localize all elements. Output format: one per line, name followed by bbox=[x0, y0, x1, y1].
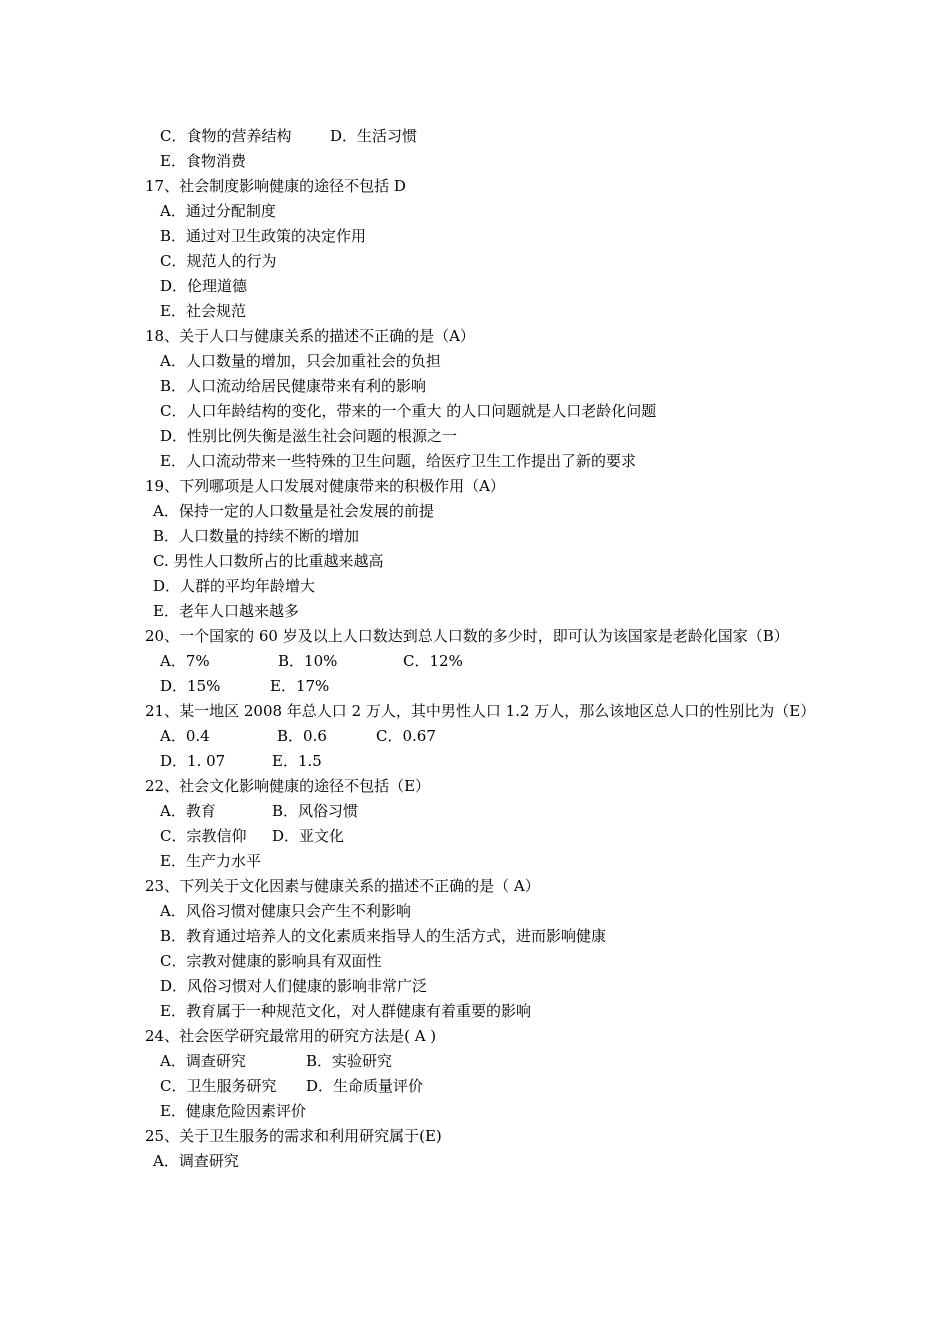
option-row bbox=[145, 999, 815, 1024]
option-text: B．人口流动给居民健康带来有利的影响 bbox=[160, 377, 427, 395]
option-row bbox=[145, 924, 815, 949]
question-block bbox=[145, 874, 815, 1024]
option-text: B．0.6 bbox=[277, 727, 327, 745]
option-text: B．通过对卫生政策的决定作用 bbox=[160, 227, 367, 245]
question-list bbox=[145, 124, 815, 1174]
option-row bbox=[145, 949, 815, 974]
option-row bbox=[145, 824, 815, 849]
option-text: A．保持一定的人口数量是社会发展的前提 bbox=[153, 502, 434, 520]
option-text: C．12% bbox=[403, 652, 463, 670]
option-row bbox=[145, 374, 815, 399]
option-text: A．0.4 bbox=[160, 727, 210, 745]
option-text: A．教育 bbox=[160, 802, 216, 820]
option-text: B．教育通过培养人的文化素质来指导人的生活方式，进而影响健康 bbox=[160, 927, 607, 945]
question-block bbox=[145, 699, 815, 774]
option-row bbox=[145, 499, 815, 524]
question-block bbox=[145, 474, 815, 624]
option-text: D．伦理道德 bbox=[160, 277, 248, 295]
question-block bbox=[145, 624, 815, 699]
question-stem: 25、关于卫生服务的需求和利用研究属于(E) bbox=[145, 1127, 442, 1145]
option-row bbox=[145, 349, 815, 374]
option-text: A．风俗习惯对健康只会产生不利影响 bbox=[160, 902, 411, 920]
option-text: E．社会规范 bbox=[160, 302, 246, 320]
option-text: B．10% bbox=[278, 652, 338, 670]
option-text: E．生产力水平 bbox=[160, 852, 261, 870]
question-stem: 17、社会制度影响健康的途径不包括 D bbox=[145, 177, 406, 195]
option-text: C．规范人的行为 bbox=[160, 252, 277, 270]
option-row bbox=[145, 149, 815, 174]
option-row bbox=[145, 649, 815, 674]
option-row bbox=[145, 1074, 815, 1099]
option-row bbox=[145, 674, 815, 699]
question-stem: 19、下列哪项是人口发展对健康带来的积极作用（A） bbox=[145, 477, 505, 495]
option-row bbox=[145, 849, 815, 874]
question-stem: 18、关于人口与健康关系的描述不正确的是（A） bbox=[145, 327, 475, 345]
option-text: A．通过分配制度 bbox=[160, 202, 276, 220]
option-text: A．7% bbox=[160, 652, 210, 670]
question-block bbox=[145, 1024, 815, 1124]
option-row bbox=[145, 274, 815, 299]
option-row bbox=[145, 1049, 815, 1074]
option-row bbox=[145, 524, 815, 549]
options-block bbox=[145, 124, 815, 174]
option-row bbox=[145, 1149, 815, 1174]
option-text: D．15% bbox=[160, 677, 221, 695]
option-text: A．调查研究 bbox=[153, 1152, 239, 1170]
option-row bbox=[145, 799, 815, 824]
question-stem: 23、下列关于文化因素与健康关系的描述不正确的是（ A） bbox=[145, 877, 540, 895]
option-text: E．1.5 bbox=[272, 752, 322, 770]
option-text: C．宗教对健康的影响具有双面性 bbox=[160, 952, 382, 970]
option-text: C．0.67 bbox=[376, 727, 436, 745]
option-text: E．17% bbox=[270, 677, 330, 695]
option-row bbox=[145, 549, 815, 574]
option-row bbox=[145, 124, 815, 149]
option-text: B．实验研究 bbox=[306, 1052, 393, 1070]
option-text: B．风俗习惯 bbox=[272, 802, 359, 820]
option-text: E．教育属于一种规范文化，对人群健康有着重要的影响 bbox=[160, 1002, 531, 1020]
option-text: A．人口数量的增加，只会加重社会的负担 bbox=[160, 352, 441, 370]
option-text: D．风俗习惯对人们健康的影响非常广泛 bbox=[160, 977, 428, 995]
option-text: E．健康危险因素评价 bbox=[160, 1102, 306, 1120]
option-row bbox=[145, 599, 815, 624]
option-row bbox=[145, 974, 815, 999]
option-row bbox=[145, 749, 815, 774]
option-text: D．生命质量评价 bbox=[306, 1077, 424, 1095]
option-text: C．食物的营养结构 bbox=[160, 127, 292, 145]
option-row bbox=[145, 899, 815, 924]
question-stem: 22、社会文化影响健康的途径不包括（E） bbox=[145, 777, 431, 795]
option-text: B．人口数量的持续不断的增加 bbox=[153, 527, 360, 545]
option-text: E．老年人口越来越多 bbox=[153, 602, 299, 620]
question-stem: 20、一个国家的 60 岁及以上人口数达到总人口数的多少时，即可认为该国家是老龄化国家（B） bbox=[145, 627, 789, 645]
option-row bbox=[145, 199, 815, 224]
option-row bbox=[145, 299, 815, 324]
option-row bbox=[145, 724, 815, 749]
option-text: D．生活习惯 bbox=[330, 127, 418, 145]
option-row bbox=[145, 424, 815, 449]
option-text: C．人口年龄结构的变化，带来的一个重大 的人口问题就是人口老龄化问题 bbox=[160, 402, 657, 420]
option-text: D．1. 07 bbox=[160, 752, 226, 770]
option-text: D．性别比例失衡是滋生社会问题的根源之一 bbox=[160, 427, 458, 445]
option-row bbox=[145, 399, 815, 424]
question-stem: 24、社会医学研究最常用的研究方法是( A ) bbox=[145, 1027, 437, 1045]
option-text: C．卫生服务研究 bbox=[160, 1077, 277, 1095]
option-text: C. 男性人口数所占的比重越来越高 bbox=[153, 552, 384, 570]
option-row bbox=[145, 449, 815, 474]
option-text: A．调查研究 bbox=[160, 1052, 246, 1070]
question-stem: 21、某一地区 2008 年总人口 2 万人，其中男性人口 1.2 万人，那么该地区总人口的性别比为（E） bbox=[145, 702, 816, 720]
question-block bbox=[145, 324, 815, 474]
option-text: D．亚文化 bbox=[272, 827, 345, 845]
option-row bbox=[145, 249, 815, 274]
option-text: C．宗教信仰 bbox=[160, 827, 247, 845]
option-row bbox=[145, 574, 815, 599]
option-row bbox=[145, 1099, 815, 1124]
question-block bbox=[145, 174, 815, 324]
question-block bbox=[145, 774, 815, 874]
option-text: D．人群的平均年龄增大 bbox=[153, 577, 316, 595]
option-row bbox=[145, 224, 815, 249]
question-block bbox=[145, 1124, 815, 1174]
option-text: E．人口流动带来一些特殊的卫生问题，给医疗卫生工作提出了新的要求 bbox=[160, 452, 636, 470]
option-text: E．食物消费 bbox=[160, 152, 246, 170]
